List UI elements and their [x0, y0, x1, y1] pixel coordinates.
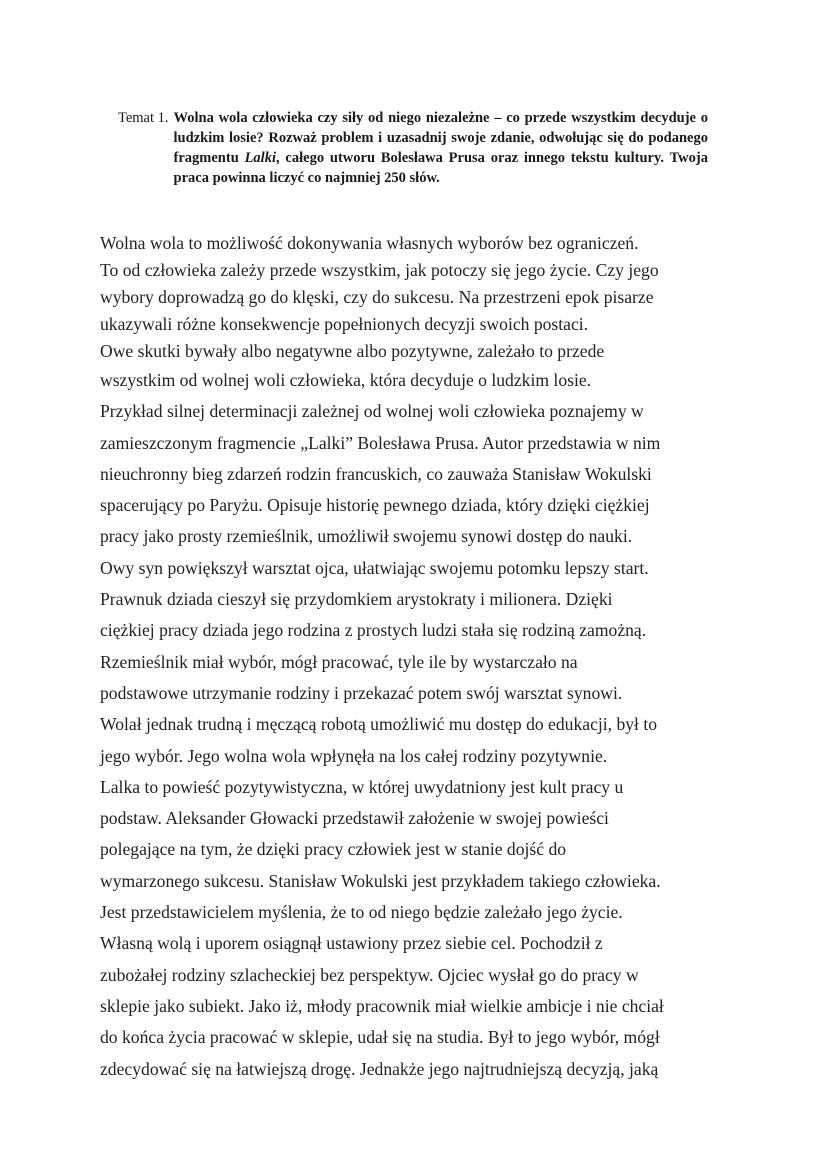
- essay-line: ciężkiej pracy dziada jego rodzina z prostych ludzi stała się rodziną zamożną.: [100, 620, 647, 641]
- essay-line: [100, 1085, 740, 1116]
- essay-line: To od człowieka zależy przede wszystkim, jak potoczy się jego życie. Czy jego: [100, 260, 659, 280]
- essay-line: podstaw. Aleksander Głowacki przedstawił założenie w swojej powieści: [100, 808, 609, 829]
- essay-line: nieuchronny bieg zdarzeń rodzin francuskich, co zauważa Stanisław Wokulski: [100, 463, 652, 484]
- essay-line: zubożałej rodziny szlacheckiej bez perspektyw. Ojciec wysłał go do pracy w: [100, 964, 639, 985]
- essay-body: [100, 230, 740, 1116]
- essay-line: Owy syn powiększył warsztat ojca, ułatwiając swojemu potomku lepszy start.: [100, 557, 649, 578]
- essay-line: Rzemieślnik miał wybór, mógł pracować, tyle ile by wystarczało na: [100, 651, 578, 672]
- essay-line: Przykład silnej determinacji zależnej od wolnej woli człowieka poznajemy w: [100, 401, 644, 422]
- essay-line: Jest przedstawicielem myślenia, że to od niego będzie zależało jego życie.: [100, 902, 623, 923]
- essay-line: polegające na tym, że dzięki pracy człowiek jest w stanie dojść do: [100, 839, 567, 860]
- essay-intro: [100, 230, 740, 365]
- essay-line: wszystkim od wolnej woli człowieka, która decyduje o ludzkim losie.: [100, 370, 592, 390]
- essay-line: Owe skutki bywały albo negatywne albo pozytywne, zależało to przede: [100, 341, 605, 361]
- topic-heading: [118, 108, 708, 188]
- essay-line: podstawowe utrzymanie rodziny i przekazać potem swój warsztat synowi.: [100, 682, 623, 703]
- essay-line: jego wybór. Jego wolna wola wpłynęła na los całej rodziny pozytywnie.: [100, 745, 608, 766]
- topic-book-title: Lalki: [244, 150, 276, 166]
- topic-label: Temat 1.: [118, 110, 169, 126]
- essay-line: zdecydować się na łatwiejszą drogę. Jednakże jego najtrudniejszą decyzją, jaką: [100, 1058, 659, 1079]
- essay-line: spacerujący po Paryżu. Opisuje historię pewnego dziada, który dzięki ciężkiej: [100, 495, 650, 516]
- essay-line: Wolał jednak trudną i męczącą robotą umożliwić mu dostęp do edukacji, był to: [100, 714, 658, 735]
- essay-line: sklepie jako subiekt. Jako iż, młody pracownik miał wielkie ambicje i nie chciał: [100, 995, 664, 1016]
- essay-line: zamieszczonym fragmencie „Lalki” Bolesława Prusa. Autor przedstawia w nim: [100, 432, 661, 453]
- essay-line: wybory doprowadzą go do klęski, czy do sukcesu. Na przestrzeni epok pisarze: [100, 287, 654, 307]
- essay-line: pracy jako prosty rzemieślnik, umożliwił swojemu synowi dostęp do nauki.: [100, 526, 633, 547]
- essay-line: wymarzonego sukcesu. Stanisław Wokulski jest przykładem takiego człowieka.: [100, 870, 661, 891]
- essay-line: Prawnuk dziada cieszył się przydomkiem arystokraty i milionera. Dzięki: [100, 589, 613, 610]
- essay-main: [100, 365, 740, 1116]
- topic-text-part2: , całego utworu Bolesława Prusa oraz innego tekstu kultury. Twoja praca powinna liczyć co najmniej 250 słów.: [173, 150, 708, 186]
- essay-line: Lalka to powieść pozytywistyczna, w której uwydatniony jest kult pracy u: [100, 776, 624, 797]
- essay-line: do końca życia pracować w sklepie, udał się na studia. Był to jego wybór, mógł: [100, 1027, 660, 1048]
- topic-text-part1: Wolna wola człowieka czy siły od niego niezależne – co przede wszystkim decyduje o ludzkim losie? Rozważ problem i uzasadnij swoje zdanie, odwołując się do podanego fragmentu: [173, 110, 708, 166]
- essay-line: Wolna wola to możliwość dokonywania własnych wyborów bez ograniczeń.: [100, 233, 639, 253]
- essay-line: Własną wolą i uporem osiągnął ustawiony przez siebie cel. Pochodził z: [100, 933, 603, 954]
- essay-line: ukazywali różne konsekwencje popełnionych decyzji swoich postaci.: [100, 314, 589, 334]
- topic-text: [174, 108, 708, 188]
